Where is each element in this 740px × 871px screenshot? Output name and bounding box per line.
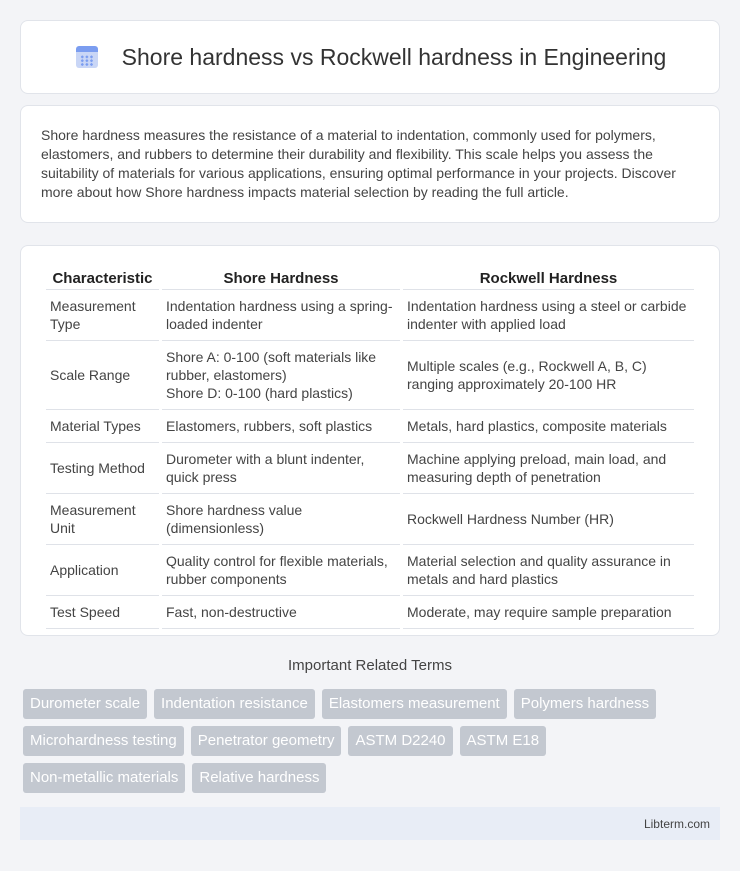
related-term-tag[interactable]: Durometer scale xyxy=(23,689,147,719)
table-body xyxy=(46,290,694,629)
related-terms-list xyxy=(23,689,713,793)
footer-link[interactable]: Libterm.com xyxy=(643,816,710,831)
table-row xyxy=(46,443,694,494)
related-term-tag[interactable]: ASTM E18 xyxy=(460,726,547,756)
table-row xyxy=(46,290,694,341)
intro-paragraph: Shore hardness measures the resistance of a material to indentation, commonly used for polymers, elastomers, and rubbers to determine their durability and flexibility. This scale helps you assess the suitability of materials for various applications, ensuring optimal performance in your projects. Discover more about how Shore hardness impacts material selection by reading the full article. xyxy=(41,127,676,200)
rockwell-cell: Indentation hardness using a steel or carbide indenter with applied load xyxy=(403,290,694,341)
table-grid-icon xyxy=(74,44,100,70)
related-term-tag[interactable]: Indentation resistance xyxy=(154,689,315,719)
related-term-tag[interactable]: Penetrator geometry xyxy=(191,726,342,756)
column-header: Characteristic xyxy=(46,266,159,290)
table-row xyxy=(46,494,694,545)
related-term-tag[interactable]: Microhardness testing xyxy=(23,726,184,756)
related-term-tag[interactable]: Elastomers measurement xyxy=(322,689,507,719)
table-header-row xyxy=(46,266,694,290)
shore-cell: Elastomers, rubbers, soft plastics xyxy=(162,410,400,443)
footer xyxy=(20,807,720,840)
comparison-table-card xyxy=(20,245,720,636)
column-header: Rockwell Hardness xyxy=(403,266,694,290)
column-header: Shore Hardness xyxy=(162,266,400,290)
rockwell-cell: Machine applying preload, main load, and measuring depth of penetration xyxy=(403,443,694,494)
related-terms-title: Important Related Terms xyxy=(288,657,452,674)
shore-cell: Fast, non-destructive xyxy=(162,596,400,629)
rockwell-cell: Rockwell Hardness Number (HR) xyxy=(403,494,694,545)
related-term-tag[interactable]: Relative hardness xyxy=(192,763,326,793)
intro-card xyxy=(20,105,720,223)
characteristic-cell: Application xyxy=(46,545,159,596)
shore-cell: Indentation hardness using a spring-loaded indenter xyxy=(162,290,400,341)
rockwell-cell: Multiple scales (e.g., Rockwell A, B, C) ranging approximately 20-100 HR xyxy=(403,341,694,410)
characteristic-cell: Test Speed xyxy=(46,596,159,629)
table-row xyxy=(46,545,694,596)
related-term-tag[interactable]: ASTM D2240 xyxy=(348,726,452,756)
shore-cell: Shore hardness value (dimensionless) xyxy=(162,494,400,545)
related-term-tag[interactable]: Non-metallic materials xyxy=(23,763,185,793)
rockwell-cell: Metals, hard plastics, composite materials xyxy=(403,410,694,443)
table-row xyxy=(46,596,694,629)
characteristic-cell: Testing Method xyxy=(46,443,159,494)
rockwell-cell: Material selection and quality assurance in metals and hard plastics xyxy=(403,545,694,596)
shore-cell: Shore A: 0-100 (soft materials like rubber, elastomers) Shore D: 0-100 (hard plastics) xyxy=(162,341,400,410)
characteristic-cell: Measurement Unit xyxy=(46,494,159,545)
characteristic-cell: Scale Range xyxy=(46,341,159,410)
related-term-tag[interactable]: Polymers hardness xyxy=(514,689,656,719)
comparison-table xyxy=(43,266,697,629)
table-row xyxy=(46,341,694,410)
rockwell-cell: Moderate, may require sample preparation xyxy=(403,596,694,629)
characteristic-cell: Material Types xyxy=(46,410,159,443)
table-row xyxy=(46,410,694,443)
shore-cell: Durometer with a blunt indenter, quick press xyxy=(162,443,400,494)
header-card xyxy=(20,20,720,94)
page-title: Shore hardness vs Rockwell hardness in Engineering xyxy=(121,43,667,70)
characteristic-cell: Measurement Type xyxy=(46,290,159,341)
shore-cell: Quality control for flexible materials, rubber components xyxy=(162,545,400,596)
